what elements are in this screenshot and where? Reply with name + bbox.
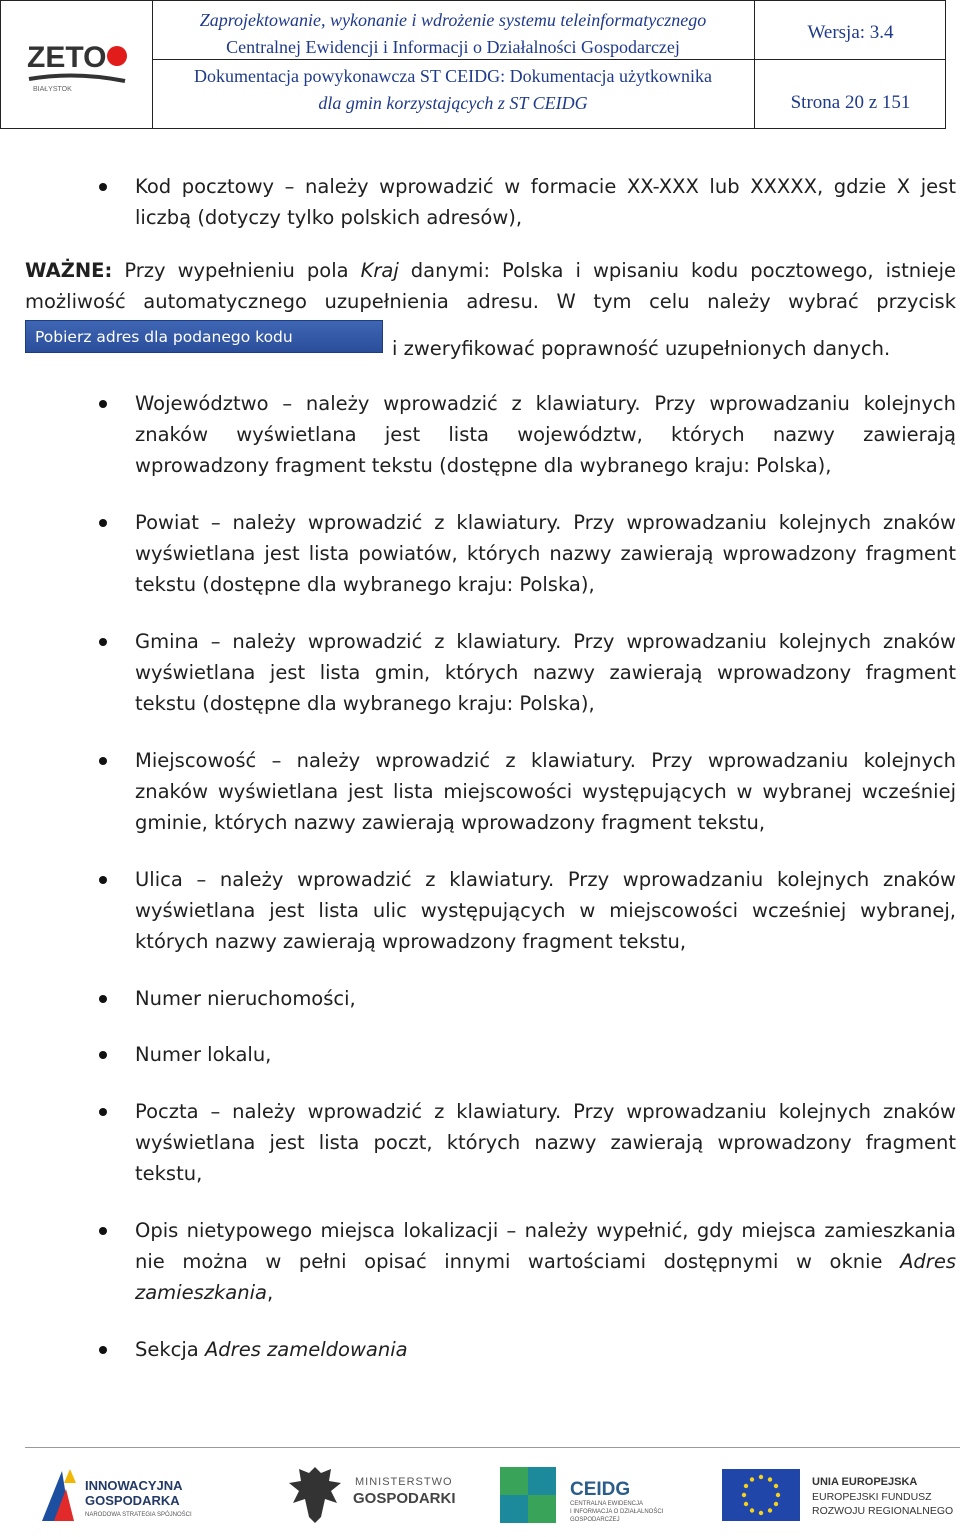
- note-text: Przy wypełnieniu pola: [112, 259, 361, 282]
- ceidg-logo: [498, 1463, 664, 1525]
- text-segment: ,: [266, 1281, 274, 1305]
- project-title-line: Centralnej Ewidencji i Informacji o Działalności Gospodarczej: [226, 37, 680, 57]
- bullet: [99, 1051, 107, 1059]
- logo-text: UNIA EUROPEJSKA: [812, 1476, 918, 1488]
- text-line: wyświetlana jest lista poczt, których nazwy zawierają wprowadzony fragment: [135, 1131, 956, 1155]
- list-item-numer-nieruchomosci: [135, 983, 956, 1014]
- text-line: których nazwy zawierają wprowadzony fragment tekstu,: [135, 930, 687, 954]
- logo-text: ZETO: [27, 41, 107, 74]
- text-line: Kod pocztowy – należy wprowadzić w formacie XX-XXX lub XXXXX, gdzie X jest: [135, 175, 956, 198]
- logo-text: GOSPODARCZEJ: [570, 1517, 620, 1523]
- list-item-wojewodztwo: [135, 388, 956, 482]
- text-line: [25, 255, 956, 286]
- section-name: Adres zameldowania: [204, 1338, 408, 1361]
- list-item-gmina: [135, 626, 956, 720]
- note-text: danymi: Polska i wpisaniu kodu pocztowego, istnieje: [398, 259, 956, 282]
- bullet: [99, 1108, 107, 1116]
- zeto-logo: [25, 35, 135, 95]
- logo-text: NARODOWA STRATEGIA SPÓJNOŚCI: [85, 1512, 192, 1518]
- text-line: wyświetlana jest lista powiatów, których nazwy zawierają wprowadzony fragment: [135, 542, 956, 566]
- text-line: wyświetlana jest lista ulic występujących w miejscowości wcześniej wybranej,: [135, 899, 956, 923]
- list-item-sekcja: [135, 1334, 956, 1365]
- text-line: Gmina – należy wprowadzić z klawiatury. Przy wprowadzaniu kolejnych znaków: [135, 630, 956, 653]
- note-label: WAŻNE:: [25, 259, 113, 282]
- text-line: tekstu (dostępne dla wybranego kraju: Polska),: [135, 692, 595, 716]
- bullet: [99, 995, 107, 1003]
- list-item-poczta: [135, 1096, 956, 1190]
- list-item-powiat: [135, 507, 956, 601]
- document-title-line: dla gmin korzystających z ST CEIDG: [318, 93, 588, 113]
- text-line: Miejscowość – należy wprowadzić z klawiatury. Przy wprowadzaniu kolejnych: [135, 749, 956, 772]
- important-note: [25, 255, 956, 317]
- page-number: Strona 20 z 151: [790, 92, 911, 113]
- list-item-numer-lokalu: [135, 1039, 956, 1070]
- logo-text: I INFORMACJA O DZIAŁALNOŚCI: [570, 1509, 664, 1515]
- bullet: [99, 876, 107, 884]
- logo-text: MINISTERSTWO: [355, 1476, 453, 1488]
- text-line: [135, 1334, 956, 1365]
- text-segment: Sekcja: [135, 1338, 205, 1361]
- logo-text: CEIDG: [570, 1479, 631, 1500]
- eu-regional-fund-logo: [720, 1463, 955, 1525]
- logo-subtext: BIAŁYSTOK: [33, 86, 72, 93]
- document-title: [153, 63, 753, 117]
- project-title: [153, 7, 753, 61]
- eagle-emblem-icon: [289, 1467, 341, 1523]
- list-item-miejscowosc: [135, 745, 956, 839]
- bullet: [99, 638, 107, 646]
- footer-divider: [25, 1447, 960, 1448]
- text-line: Powiat – należy wprowadzić z klawiatury. Przy wprowadzaniu kolejnych znaków: [135, 511, 956, 534]
- project-title-line: Zaprojektowanie, wykonanie i wdrożenie systemu teleinformatycznego: [199, 10, 707, 30]
- ministerstwo-gospodarki-logo: [285, 1463, 460, 1525]
- bullet: [99, 183, 107, 191]
- bullet: [99, 757, 107, 765]
- logo-text: GOSPODARKA: [85, 1493, 180, 1508]
- logo-text: GOSPODARKI: [353, 1490, 456, 1507]
- text-line: Województwo – należy wprowadzić z klawiatury. Przy wprowadzaniu kolejnych: [135, 392, 956, 415]
- innowacyjna-gospodarka-logo: [40, 1463, 210, 1525]
- text-line: tekstu,: [135, 1162, 203, 1186]
- bullet: [99, 1346, 107, 1354]
- text-line: znaków wyświetlana jest lista miejscowości występujących w wybranej wcześniej: [135, 780, 956, 804]
- text-line: liczbą (dotyczy tylko polskich adresów),: [135, 206, 523, 230]
- list-item-ulica: [135, 864, 956, 958]
- text-segment: nie można w pełni opisać innymi wartościami dostępnymi w oknie: [135, 1250, 901, 1274]
- text-line: możliwość automatycznego uzupełnienia adresu. W tym celu należy wybrać przycisk: [25, 290, 956, 314]
- list-item-opis: [135, 1215, 956, 1309]
- text-line: znaków wyświetlana jest lista województw, których nazwy zawierają: [135, 423, 956, 447]
- list-item-kod-pocztowy: [135, 171, 956, 233]
- text-line: tekstu (dostępne dla wybranego kraju: Polska),: [135, 573, 595, 597]
- window-name: zamieszkania: [135, 1281, 267, 1305]
- text-line: Ulica – należy wprowadzić z klawiatury. Przy wprowadzaniu kolejnych znaków: [135, 868, 956, 891]
- version-label: Wersja: 3.4: [807, 22, 894, 43]
- logo-text: CENTRALNA EWIDENCJA: [570, 1501, 644, 1507]
- logo-text: EUROPEJSKI FUNDUSZ: [812, 1491, 932, 1503]
- text-line: [135, 1246, 956, 1277]
- text-line: [135, 1277, 956, 1308]
- text-line: gminie, których nazwy zawierają wprowadzony fragment tekstu,: [135, 811, 766, 835]
- bullet: [99, 519, 107, 527]
- document-header: [0, 0, 946, 129]
- fetch-address-button[interactable]: Pobierz adres dla podanego kodu pocztowego.: [25, 320, 383, 353]
- text-line: wprowadzony fragment tekstu (dostępne dla wybranego kraju: Polska),: [135, 454, 832, 478]
- window-name: Adres: [900, 1250, 956, 1274]
- logo-text: INNOWACYJNA: [85, 1478, 183, 1493]
- text-line: wyświetlana jest lista gmin, których nazwy zawierają wprowadzony fragment: [135, 661, 956, 685]
- field-name-kraj: Kraj: [360, 259, 399, 282]
- logo-text: ROZWOJU REGIONALNEGO: [812, 1505, 954, 1517]
- bullet: [99, 1227, 107, 1235]
- document-title-line: Dokumentacja powykonawcza ST CEIDG: Dokumentacja użytkownika: [193, 66, 713, 86]
- bullet: [99, 400, 107, 408]
- note-text: i zweryfikować poprawność uzupełnionych danych.: [392, 337, 891, 360]
- text-line: Opis nietypowego miejsca lokalizacji – należy wypełnić, gdy miejsca zamieszkania: [135, 1219, 956, 1242]
- text-line: Numer lokalu,: [135, 1043, 272, 1066]
- text-line: Poczta – należy wprowadzić z klawiatury. Przy wprowadzaniu kolejnych znaków: [135, 1100, 956, 1123]
- text-line: Numer nieruchomości,: [135, 987, 356, 1010]
